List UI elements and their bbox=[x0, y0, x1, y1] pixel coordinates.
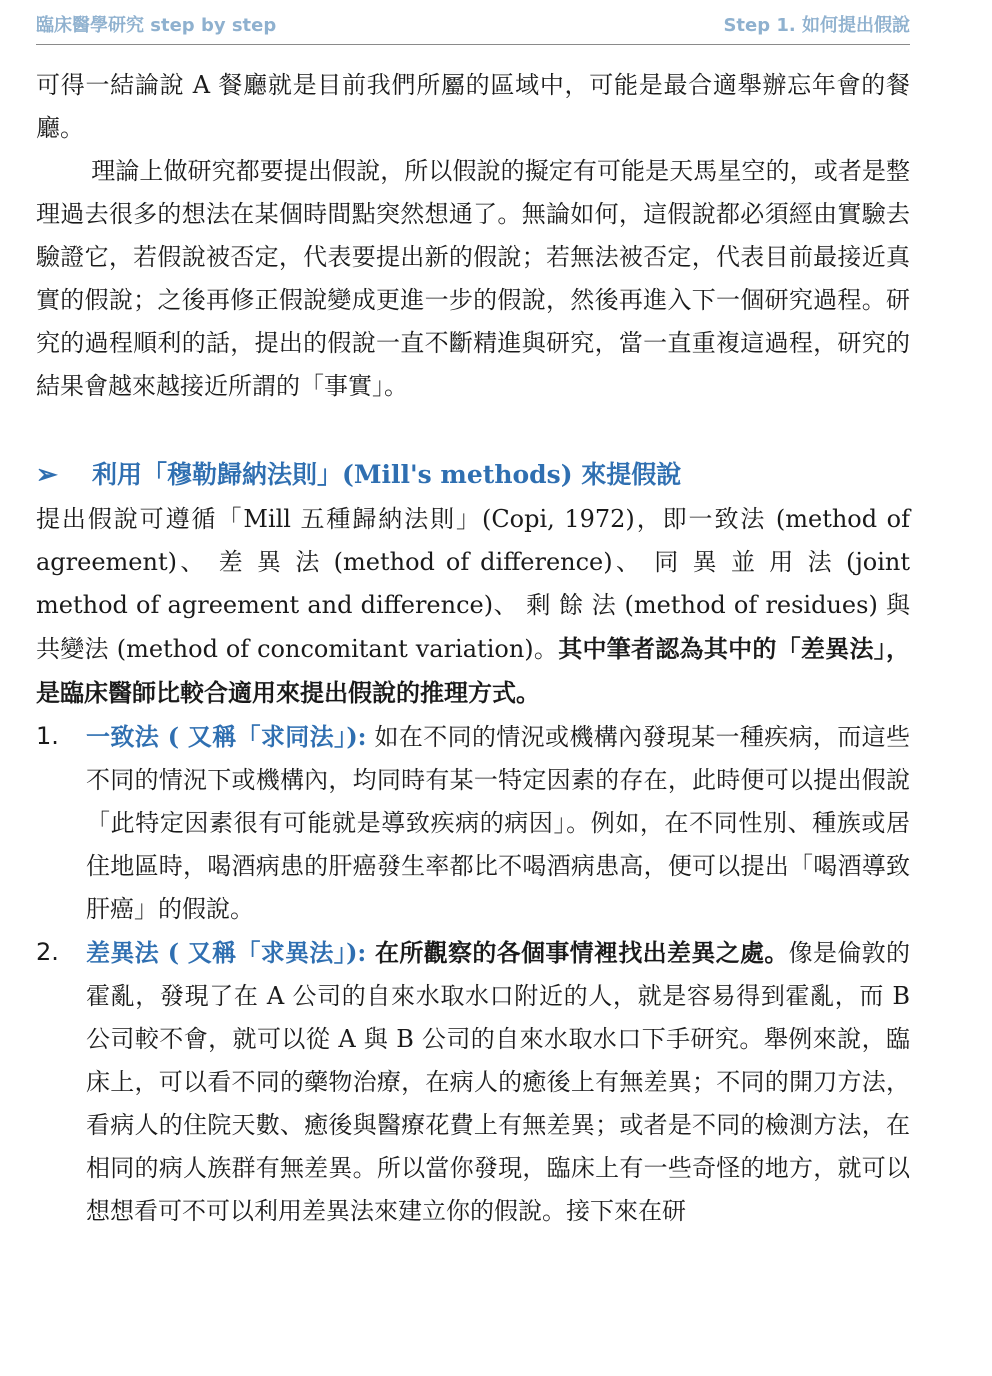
paragraph-mill-intro bbox=[36, 498, 910, 715]
paragraph-conclusion: 可得一結論說 A 餐廳就是目前我們所屬的區域中，可能是最合適舉辦忘年會的餐廳。 bbox=[36, 71, 910, 142]
list-item-text: 如在不同的情況或機構內發現某一種疾病，而這些不同的情況下或機構內，均同時有某一特定因素的存在，此時便可以提出假說「此特定因素很有可能就是導致疾病的病因」。例如，在不同性別、種族或居住地區時，喝酒病患的肝癌發生率都比不喝酒病患高，便可以提出「喝酒導致肝癌」的假說。 bbox=[86, 723, 910, 923]
list-item-method-of-difference bbox=[36, 931, 910, 1233]
list-item-text: 像是倫敦的霍亂，發現了在 A 公司的自來水取水口附近的人，就是容易得到霍亂，而 B 公司較不會，就可以從 A 與 B 公司的自來水取水口下手研究。舉例來說，臨床上，可以看不同的藥物治療，在病人的癒後上有無差異；不同的開刀方法，看病人的住院天數、癒後與醫療花費上有無差異；或者是不同的檢測方法，在相同的病人族群有無差異。所以當你發現，臨床上有一些奇怪的地方，就可以想想看可不可以利用差異法來建立你的假說。接下來在研 bbox=[86, 939, 911, 1225]
list-item-method-of-agreement bbox=[36, 715, 910, 931]
list-item-term: 差異法 ( 又稱「求異法」): bbox=[86, 938, 367, 967]
list-item-body bbox=[86, 931, 910, 1233]
section-spacer bbox=[36, 408, 910, 452]
main-content bbox=[36, 64, 910, 1233]
list-number: 1. bbox=[36, 722, 59, 750]
section-title: 利用「穆勒歸納法則」(Mill's methods) 來提假說 bbox=[92, 460, 682, 489]
arrow-bullet-icon: ➢ bbox=[36, 460, 58, 490]
list-item-lead: 在所觀察的各個事情裡找出差異之處。 bbox=[366, 938, 789, 967]
intro-text: 提出假說可遵循「Mill 五種歸納法則」(Copi, 1972)，即一致法 (method of agreement)、 差 異 法 (method of difference)、 同 異 並 用 法 (joint method of agreement and difference)、 剩 餘 法 (method of residues) 與共變法 (method of concomitant variation)。 bbox=[36, 505, 910, 663]
header-book-title: 臨床醫學研究 step by step bbox=[36, 15, 277, 36]
list-number: 2. bbox=[36, 938, 59, 966]
list-item-body bbox=[86, 715, 910, 931]
section-heading bbox=[36, 452, 910, 498]
list-item-term: 一致法 ( 又稱「求同法」): bbox=[86, 722, 367, 751]
paragraph-hypothesis-theory: 理論上做研究都要提出假說，所以假說的擬定有可能是天馬星空的，或者是整理過去很多的想法在某個時間點突然想通了。無論如何，這假說都必須經由實驗去驗證它，若假說被否定，代表要提出新的假說；若無法被否定，代表目前最接近真實的假說；之後再修正假說變成更進一步的假說，然後再進入下一個研究過程。研究的過程順利的話，提出的假說一直不斷精進與研究，當一直重複這過程，研究的結果會越來越接近所謂的「事實」。 bbox=[36, 157, 910, 400]
header-chapter-title: Step 1. 如何提出假說 bbox=[723, 15, 910, 36]
running-header bbox=[36, 8, 910, 45]
intro-bold-text: 其中筆者認為其中的「差異法」，是臨床醫師比較合適用來提出假說的推理方式。 bbox=[36, 634, 911, 707]
